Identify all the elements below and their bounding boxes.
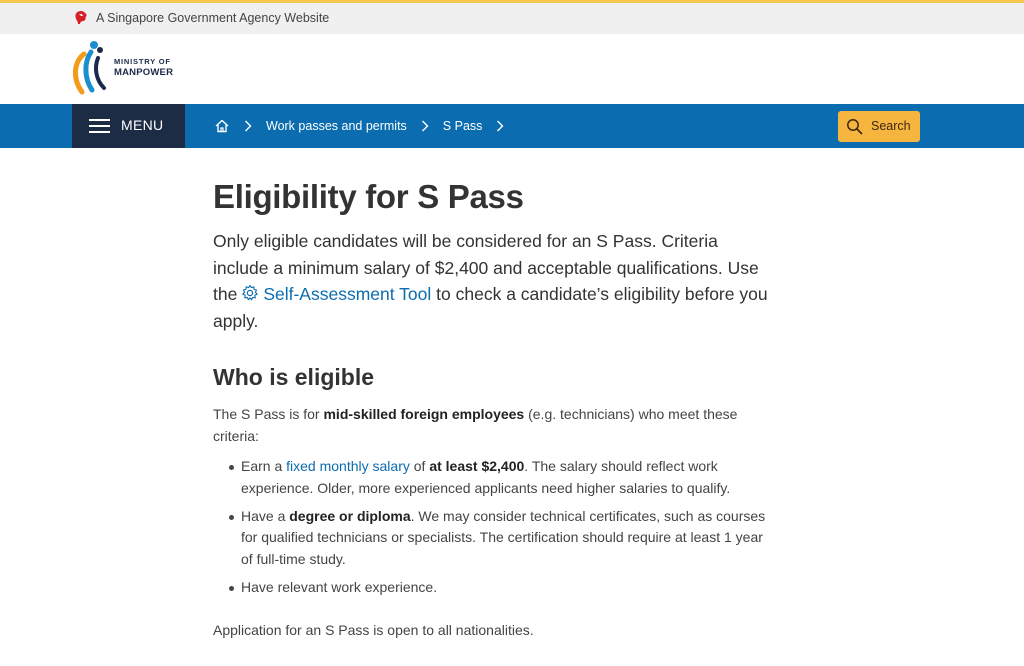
lead-paragraph bbox=[213, 228, 773, 334]
qualification-text-1: Have a bbox=[241, 507, 286, 524]
intro-text-start: The S Pass is for bbox=[213, 406, 320, 422]
lead-text-start: Only eligible candidates will be considered for an S Pass. Criteria include a minimum salary of $2,400 and acceptable qualifications. Use the bbox=[213, 231, 759, 304]
chevron-right-icon bbox=[421, 120, 429, 132]
self-assessment-tool-link[interactable]: Self-Assessment Tool bbox=[263, 284, 432, 304]
logo-line-1: MINISTRY OF bbox=[114, 57, 171, 66]
lead-text-end: to check a candidate’s eligibility before you apply. bbox=[213, 284, 768, 331]
menu-button[interactable] bbox=[72, 104, 185, 148]
government-banner-text: A Singapore Government Agency Website bbox=[96, 11, 330, 25]
page-title: Eligibility for S Pass bbox=[213, 178, 524, 215]
breadcrumb-s-pass[interactable]: S Pass bbox=[442, 119, 483, 133]
search-icon bbox=[846, 118, 863, 135]
mom-logo-wordmark bbox=[114, 56, 173, 78]
government-banner bbox=[0, 3, 1024, 34]
mom-logo-mark-icon bbox=[70, 40, 114, 98]
mom-logo[interactable] bbox=[70, 40, 190, 98]
breadcrumb-work-passes[interactable]: Work passes and permits bbox=[266, 119, 407, 133]
chevron-right-icon bbox=[244, 120, 252, 132]
breadcrumb bbox=[214, 104, 518, 148]
salary-text-3: . The salary should reflect work experience. Older, more experienced applicants need higher salaries to qualify. bbox=[241, 458, 731, 496]
intro-bold: mid-skilled foreign employees bbox=[323, 406, 525, 422]
eligibility-criteria-list bbox=[213, 456, 778, 605]
home-icon[interactable] bbox=[214, 118, 230, 134]
list-item bbox=[213, 577, 778, 599]
section-heading-who-is-eligible: Who is eligible bbox=[213, 364, 375, 390]
lion-head-icon bbox=[73, 10, 89, 26]
hamburger-icon bbox=[89, 119, 110, 133]
intro-paragraph bbox=[213, 404, 773, 447]
nationalities-paragraph: Application for an S Pass is open to all nationalities. bbox=[213, 622, 534, 638]
chevron-right-icon bbox=[496, 120, 504, 132]
search-label: Search bbox=[871, 119, 911, 133]
main-navigation-bar bbox=[0, 104, 1024, 148]
logo-line-2: MANPOWER bbox=[114, 67, 174, 78]
list-item bbox=[213, 506, 778, 571]
qualification-bold: degree or diploma bbox=[289, 507, 411, 524]
salary-bold: at least $2,400 bbox=[429, 458, 525, 474]
experience-text: Have relevant work experience. bbox=[241, 578, 438, 595]
salary-text-1: Earn a bbox=[241, 458, 283, 474]
qualification-text-2: . We may consider technical certificates, such as courses for qualified technicians or specialists. The certification should require at least 1 year of full-time study. bbox=[241, 507, 766, 567]
masthead bbox=[0, 34, 1024, 104]
fixed-monthly-salary-link[interactable]: fixed monthly salary bbox=[286, 458, 410, 474]
list-item bbox=[213, 456, 778, 499]
salary-text-2: of bbox=[413, 458, 426, 474]
gear-icon bbox=[241, 284, 259, 302]
intro-text-end: (e.g. technicians) who meet these criteria: bbox=[213, 406, 738, 444]
search-button[interactable] bbox=[838, 111, 920, 142]
menu-label: MENU bbox=[121, 117, 164, 133]
